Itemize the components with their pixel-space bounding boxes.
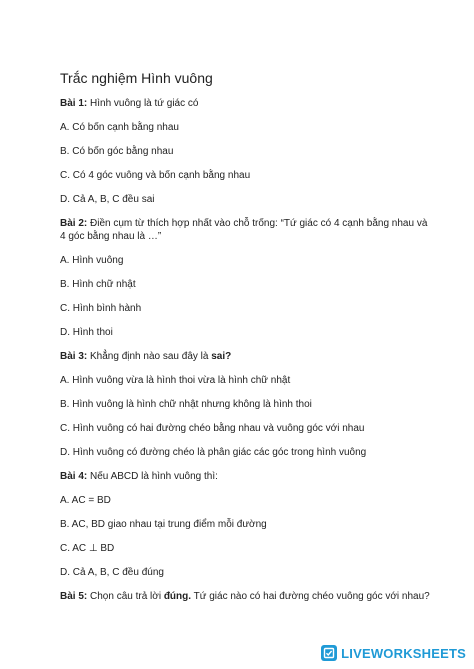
option-4d: D. Cả A, B, C đều đúng <box>60 567 164 578</box>
option-3b: B. Hình vuông là hình chữ nhật nhưng không là hình thoi <box>60 399 312 410</box>
option-4b: B. AC, BD giao nhau tại trung điểm mỗi đường <box>60 519 267 530</box>
question-label: Bài 2: <box>60 218 88 229</box>
option-1c: C. Có 4 góc vuông và bốn cạnh bằng nhau <box>60 170 251 181</box>
question-1 <box>60 97 198 110</box>
option-2d: D. Hình thoi <box>60 327 113 338</box>
option-3c: C. Hình vuông có hai đường chéo bằng nhau và vuông góc với nhau <box>60 423 365 434</box>
question-emphasis: đúng. <box>163 591 192 602</box>
question-text: Chọn câu trả lời <box>87 591 164 602</box>
logo-text: LIVEWORKSHEETS <box>341 645 466 661</box>
option-1b: B. Có bốn góc bằng nhau <box>60 146 174 157</box>
option-2c: C. Hình bình hành <box>60 303 142 314</box>
question-emphasis: sai? <box>211 351 232 362</box>
option-2a: A. Hình vuông <box>60 255 124 266</box>
liveworksheets-logo <box>321 644 466 662</box>
question-label: Bài 4: <box>60 471 88 482</box>
option-2b: B. Hình chữ nhật <box>60 279 136 290</box>
question-text: Điền cụm từ thích hợp nhất vào chỗ trống: “Tứ giác có 4 cạnh bằng nhau và 4 góc bằng nhau là …” <box>60 218 428 242</box>
liveworksheets-logo-icon <box>321 645 337 661</box>
option-4c: C. AC ⊥ BD <box>60 543 115 554</box>
option-3a: A. Hình vuông vừa là hình thoi vừa là hình chữ nhật <box>60 375 291 386</box>
option-3d: D. Hình vuông có đường chéo là phân giác các góc trong hình vuông <box>60 447 367 458</box>
question-label: Bài 3: <box>60 351 88 362</box>
question-4 <box>60 470 218 483</box>
option-4a: A. AC = BD <box>60 495 111 506</box>
question-text-after: Tứ giác nào có hai đường chéo vuông góc với nhau? <box>191 591 430 602</box>
question-text: Hình vuông là tứ giác có <box>87 98 199 109</box>
question-5 <box>60 590 430 603</box>
question-2 <box>60 217 432 243</box>
question-text: Khẳng định nào sau đây là <box>87 351 212 362</box>
question-label: Bài 1: <box>60 98 88 109</box>
page-title: Trắc nghiệm Hình vuông <box>60 70 213 86</box>
question-3 <box>60 350 231 363</box>
option-1d: D. Cả A, B, C đều sai <box>60 194 155 205</box>
option-1a: A. Có bốn cạnh bằng nhau <box>60 122 179 133</box>
question-label: Bài 5: <box>60 591 88 602</box>
question-text: Nếu ABCD là hình vuông thì: <box>87 471 218 482</box>
